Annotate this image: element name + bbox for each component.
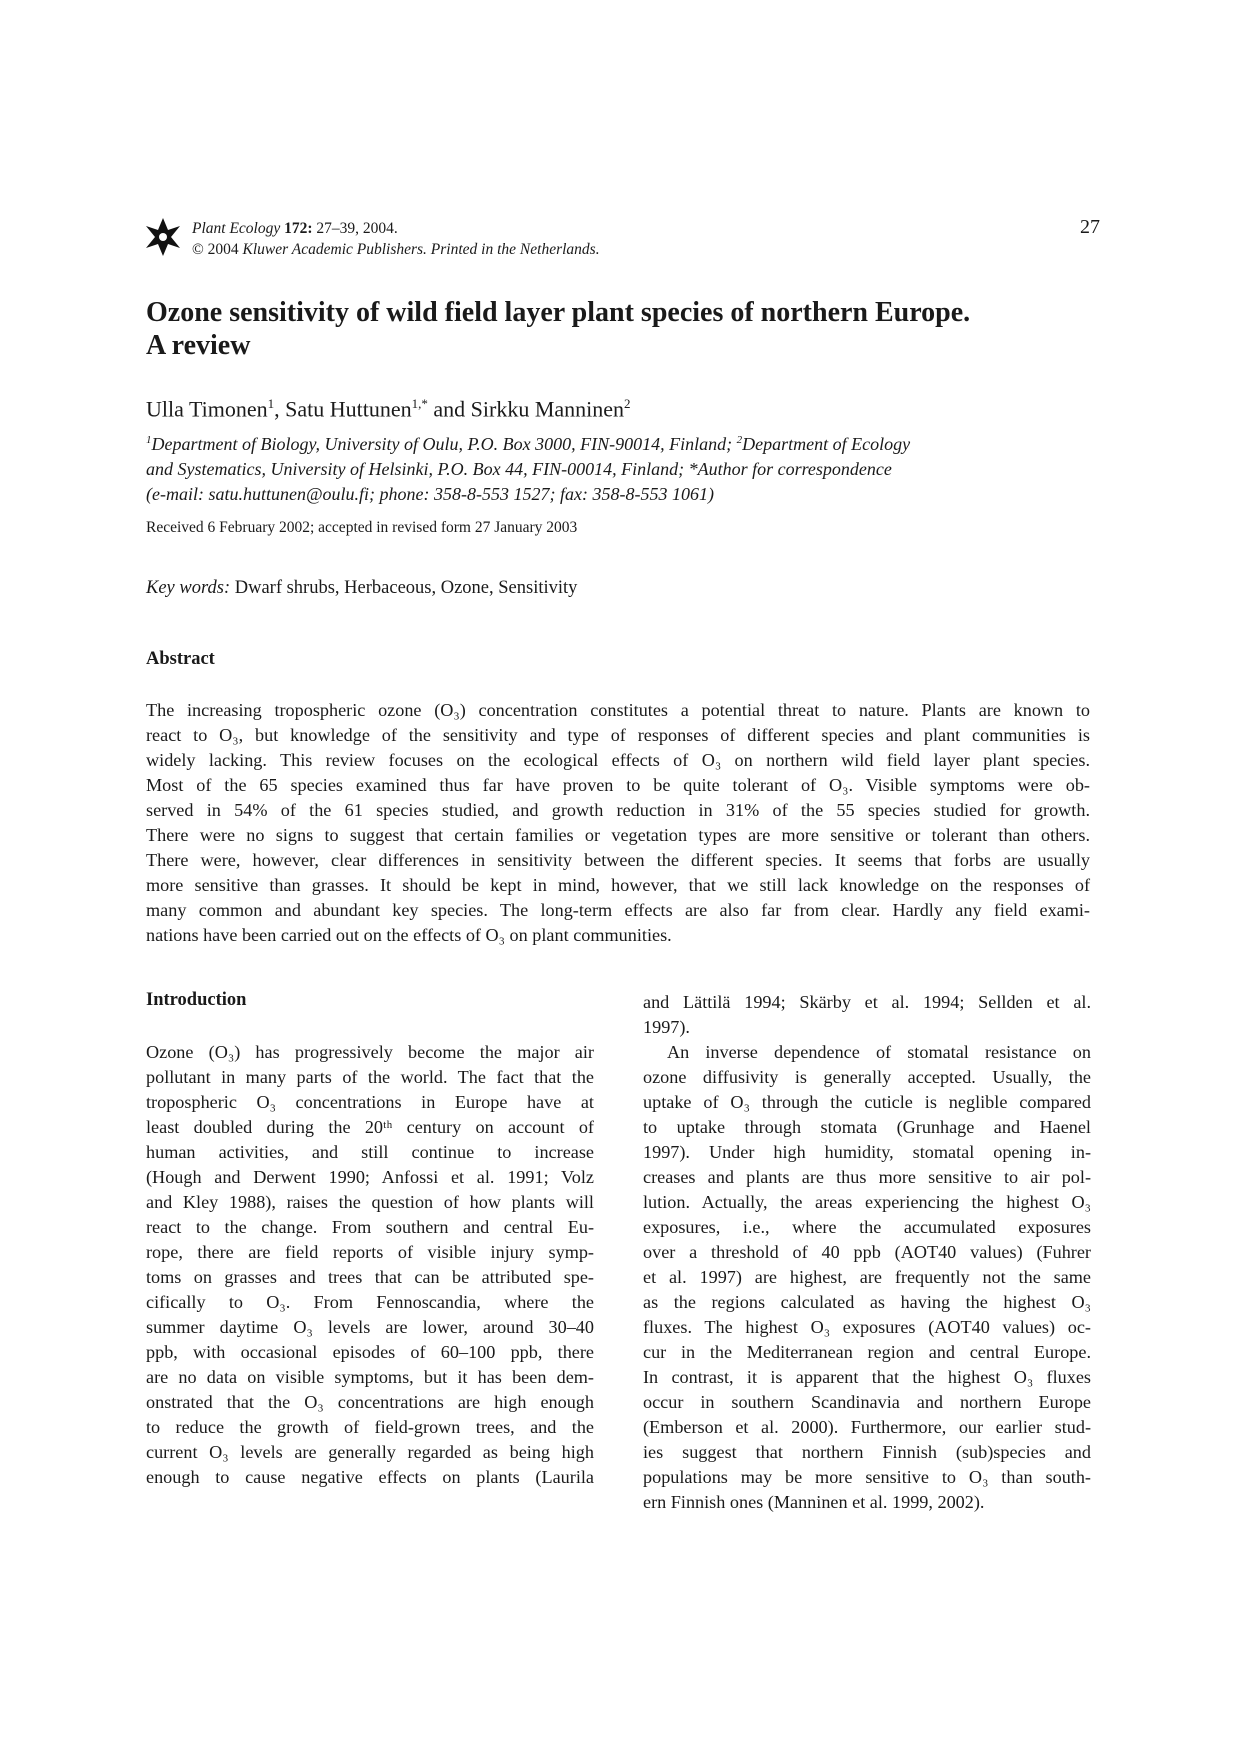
abstract-line: react to O₃, but knowledge of the sensitivity and type of responses of different species and plant communities is [146, 725, 1090, 745]
author-affiliation-mark: 1,* [411, 396, 428, 411]
body-line: to reduce the growth of field-grown trees, and the [146, 1417, 594, 1437]
body-line: tropospheric O₃ concentrations in Europe have at [146, 1092, 594, 1112]
abstract-line: There were, however, clear differences in sensitivity between the different species. It seems that forbs are usually [146, 850, 1090, 870]
abstract-heading: Abstract [146, 649, 215, 669]
abstract-line: nations have been carried out on the effects of O₃ on plant communities. [146, 925, 672, 945]
keywords [146, 578, 577, 599]
journal-name: Plant Ecology [192, 220, 281, 237]
body-line: and Lättilä 1994; Skärby et al. 1994; Sellden et al. [643, 992, 1091, 1012]
left-column-text [146, 1040, 594, 1490]
author-name: Satu Huttunen [285, 396, 412, 422]
body-line: ern Finnish ones (Manninen et al. 1999, 2002). [643, 1492, 985, 1512]
author-affiliation-mark: 1 [267, 396, 275, 411]
title-line: Ozone sensitivity of wild field layer plant species of northern Europe. [146, 297, 971, 328]
body-line: enough to cause negative effects on plants (Laurila [146, 1467, 594, 1487]
body-line: are no data on visible symptoms, but it has been dem- [146, 1367, 594, 1387]
abstract-line: widely lacking. This review focuses on the ecological effects of O₃ on northern wild field layer plant species. [146, 750, 1090, 770]
author-name: Sirkku Manninen [470, 396, 625, 422]
affiliation-line: Department of Ecology [742, 434, 911, 454]
abstract-body [146, 698, 1090, 948]
abstract-line: more sensitive than grasses. It should be kept in mind, however, that we still lack knowledge on the responses of [146, 875, 1090, 895]
introduction-heading: Introduction [146, 990, 247, 1010]
page-number: 27 [1080, 216, 1100, 238]
body-line: lution. Actually, the areas experiencing the highest O₃ [643, 1192, 1091, 1212]
affiliation-mark: 1 [146, 434, 152, 446]
body-line: least doubled during the 20ᵗʰ century on account of [146, 1117, 594, 1137]
body-line: and Kley 1988), raises the question of how plants will [146, 1192, 594, 1212]
author-separator: , [274, 396, 286, 422]
publisher-logo-icon [146, 218, 180, 256]
title-line: A review [146, 330, 251, 361]
body-line: cur in the Mediterranean region and central Europe. [643, 1342, 1091, 1362]
body-line: populations may be more sensitive to O₃ than south- [643, 1467, 1091, 1487]
body-line: current O₃ levels are generally regarded as being high [146, 1442, 594, 1462]
affiliation-line: Department of Biology, University of Oulu, P.O. Box 3000, FIN-90014, Finland; [151, 434, 737, 454]
body-line: rope, there are field reports of visible injury symp- [146, 1242, 594, 1262]
paper-title [146, 296, 1126, 362]
body-line: react to the change. From southern and central Eu- [146, 1217, 594, 1237]
body-line: human activities, and still continue to increase [146, 1142, 594, 1162]
body-line: summer daytime O₃ levels are lower, around 30–40 [146, 1317, 594, 1337]
body-line: as the regions calculated as having the highest O₃ [643, 1292, 1091, 1312]
body-line: toms on grasses and trees that can be attributed spe- [146, 1267, 594, 1287]
body-line: uptake of O₃ through the cuticle is neglible compared [643, 1092, 1091, 1112]
abstract-line: The increasing tropospheric ozone (O₃) concentration constitutes a potential threat to nature. Plants are known to [146, 700, 1090, 720]
body-line: cifically to O₃. From Fennoscandia, where the [146, 1292, 594, 1312]
abstract-line: served in 54% of the 61 species studied, and growth reduction in 31% of the 55 species studied for growth. [146, 800, 1090, 820]
affiliation-line: and Systematics, University of Helsinki, P.O. Box 44, FIN-00014, Finland; *Author for correspondence [146, 459, 892, 479]
body-line: In contrast, it is apparent that the highest O₃ fluxes [643, 1367, 1091, 1387]
body-line: occur in southern Scandinavia and northern Europe [643, 1392, 1091, 1412]
body-line: (Emberson et al. 2000). Furthermore, our earlier stud- [643, 1417, 1091, 1437]
body-line: 1997). Under high humidity, stomatal opening in- [643, 1142, 1091, 1162]
body-line: Ozone (O₃) has progressively become the major air [146, 1042, 594, 1062]
author-list [146, 396, 631, 422]
body-line: ppb, with occasional episodes of 60–100 ppb, there [146, 1342, 594, 1362]
received-date: Received 6 February 2002; accepted in revised form 27 January 2003 [146, 519, 578, 536]
body-line: exposures, i.e., where the accumulated exposures [643, 1217, 1091, 1237]
abstract-line: Most of the 65 species examined thus far have proven to be quite tolerant of O₃. Visible symptoms were ob- [146, 775, 1090, 795]
body-line: creases and plants are thus more sensitive to air pol- [643, 1167, 1091, 1187]
body-line: ozone diffusivity is generally accepted. Usually, the [643, 1067, 1091, 1087]
body-line: 1997). [643, 1017, 690, 1037]
keywords-label: Key words: [146, 578, 231, 598]
journal-citation [192, 218, 600, 260]
correspondence-contact: (e-mail: satu.huttunen@oulu.fi; phone: 358-8-553 1527; fax: 358-8-553 1061) [146, 484, 714, 504]
copyright-notice: © 2004 [192, 241, 243, 258]
keywords-value: Dwarf shrubs, Herbaceous, Ozone, Sensitivity [230, 578, 578, 598]
body-line: pollutant in many parts of the world. The fact that the [146, 1067, 594, 1087]
author-affiliation-mark: 2 [624, 396, 631, 411]
body-line: fluxes. The highest O₃ exposures (AOT40 values) oc- [643, 1317, 1091, 1337]
abstract-line: There were no signs to suggest that certain families or vegetation types are more sensitive or tolerant than others. [146, 825, 1090, 845]
abstract-line: many common and abundant key species. The long-term effects are also far from clear. Hardly any field exami- [146, 900, 1090, 920]
body-line: to uptake through stomata (Grunhage and Haenel [643, 1117, 1091, 1137]
author-name: Ulla Timonen [146, 396, 268, 422]
right-column-text [643, 990, 1091, 1515]
body-line: over a threshold of 40 ppb (AOT40 values) (Fuhrer [643, 1242, 1091, 1262]
author-affiliations [146, 428, 1106, 507]
body-line: et al. 1997) are highest, are frequently not the same [643, 1267, 1091, 1287]
publisher-line: Kluwer Academic Publishers. Printed in the Netherlands. [242, 241, 600, 258]
body-line: An inverse dependence of stomatal resistance on [667, 1042, 1091, 1062]
body-line: ies suggest that northern Finnish (sub)species and [643, 1442, 1091, 1462]
body-line: (Hough and Derwent 1990; Anfossi et al. 1991; Volz [146, 1167, 594, 1187]
affiliation-mark: 2 [736, 434, 743, 446]
body-line: onstrated that the O₃ concentrations are high enough [146, 1392, 594, 1412]
author-separator: and [427, 396, 471, 422]
journal-volume: 172: [284, 220, 313, 237]
journal-pages-year: 27–39, 2004. [312, 220, 398, 237]
